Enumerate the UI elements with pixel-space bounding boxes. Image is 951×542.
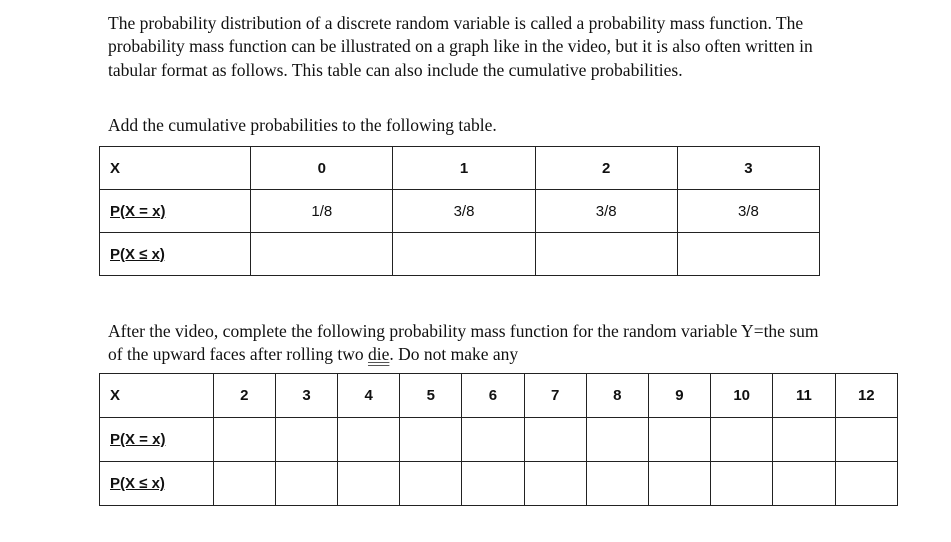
- table1-cdf-cell[interactable]: [677, 233, 819, 276]
- table1-x-value: 1: [393, 147, 535, 190]
- table2-x-value: 3: [275, 374, 337, 418]
- table2-pmf-cell[interactable]: [462, 418, 524, 462]
- table1-cdf-cell[interactable]: [251, 233, 393, 276]
- table2-cdf-label: P(X ≤ x): [100, 462, 214, 506]
- table2-cdf-cell[interactable]: [835, 462, 897, 506]
- table1-pmf-value: 3/8: [393, 190, 535, 233]
- intro-paragraph: The probability distribution of a discrete random variable is called a probability mass function. The probability mass function can be illustrated on a graph like in the video, but it is also often written in tabular format as follows. This table can also include the cumulative probabilities.: [108, 13, 813, 80]
- table2-x-label: X: [100, 374, 214, 418]
- table2-cdf-cell[interactable]: [648, 462, 710, 506]
- table2-pmf-cell[interactable]: [586, 418, 648, 462]
- table2-pmf-cell[interactable]: [773, 418, 835, 462]
- table1-pmf-row: [100, 190, 820, 233]
- table1-cdf-cell[interactable]: [393, 233, 535, 276]
- para2-text-before: After the video, complete the following probability mass function for the random variable Y=the sum of the upward faces after rolling two: [108, 321, 819, 365]
- table1-cdf-row: [100, 233, 820, 276]
- table1-cdf-cell[interactable]: [535, 233, 677, 276]
- table2-cdf-cell[interactable]: [213, 462, 275, 506]
- table2-x-value: 8: [586, 374, 648, 418]
- table2-cdf-row: [100, 462, 898, 506]
- table2-x-value: 5: [400, 374, 462, 418]
- table2-pmf-cell[interactable]: [400, 418, 462, 462]
- table2-x-value: 7: [524, 374, 586, 418]
- table1-x-value: 2: [535, 147, 677, 190]
- table2-cdf-cell[interactable]: [524, 462, 586, 506]
- table2-cdf-cell[interactable]: [338, 462, 400, 506]
- table2-cdf-cell[interactable]: [400, 462, 462, 506]
- table2-x-value: 11: [773, 374, 835, 418]
- table1-x-row: [100, 147, 820, 190]
- table1-x-label: X: [100, 147, 251, 190]
- table2-x-value: 10: [711, 374, 773, 418]
- table2-cdf-cell[interactable]: [773, 462, 835, 506]
- table2-cdf-cell[interactable]: [275, 462, 337, 506]
- table2-pmf-label: P(X = x): [100, 418, 214, 462]
- table2-pmf-cell[interactable]: [835, 418, 897, 462]
- table1-x-value: 3: [677, 147, 819, 190]
- pmf-table-2: [99, 373, 898, 506]
- table2-pmf-cell[interactable]: [275, 418, 337, 462]
- table2-cdf-cell[interactable]: [462, 462, 524, 506]
- table1-cdf-label: P(X ≤ x): [100, 233, 251, 276]
- table2-pmf-row: [100, 418, 898, 462]
- table1-x-value: 0: [251, 147, 393, 190]
- table1-pmf-label: P(X = x): [100, 190, 251, 233]
- table1-pmf-value: 1/8: [251, 190, 393, 233]
- para2-underlined-word: die: [367, 344, 390, 365]
- instruction-paragraph-2: [108, 320, 828, 367]
- para2-text-after: . Do not make any: [389, 344, 519, 365]
- table2-pmf-cell[interactable]: [338, 418, 400, 462]
- table1-pmf-value: 3/8: [535, 190, 677, 233]
- table2-pmf-cell[interactable]: [213, 418, 275, 462]
- table2-x-value: 4: [338, 374, 400, 418]
- instruction-text: Add the cumulative probabilities to the following table.: [108, 115, 497, 135]
- table2-x-value: 12: [835, 374, 897, 418]
- table2-x-value: 6: [462, 374, 524, 418]
- table1-pmf-value: 3/8: [677, 190, 819, 233]
- table2-pmf-cell[interactable]: [524, 418, 586, 462]
- table2-cdf-cell[interactable]: [711, 462, 773, 506]
- table2-x-value: 9: [648, 374, 710, 418]
- table2-x-value: 2: [213, 374, 275, 418]
- table2-cdf-cell[interactable]: [586, 462, 648, 506]
- table2-pmf-cell[interactable]: [648, 418, 710, 462]
- table2-pmf-cell[interactable]: [711, 418, 773, 462]
- pmf-table-1: [99, 146, 820, 276]
- table2-x-row: [100, 374, 898, 418]
